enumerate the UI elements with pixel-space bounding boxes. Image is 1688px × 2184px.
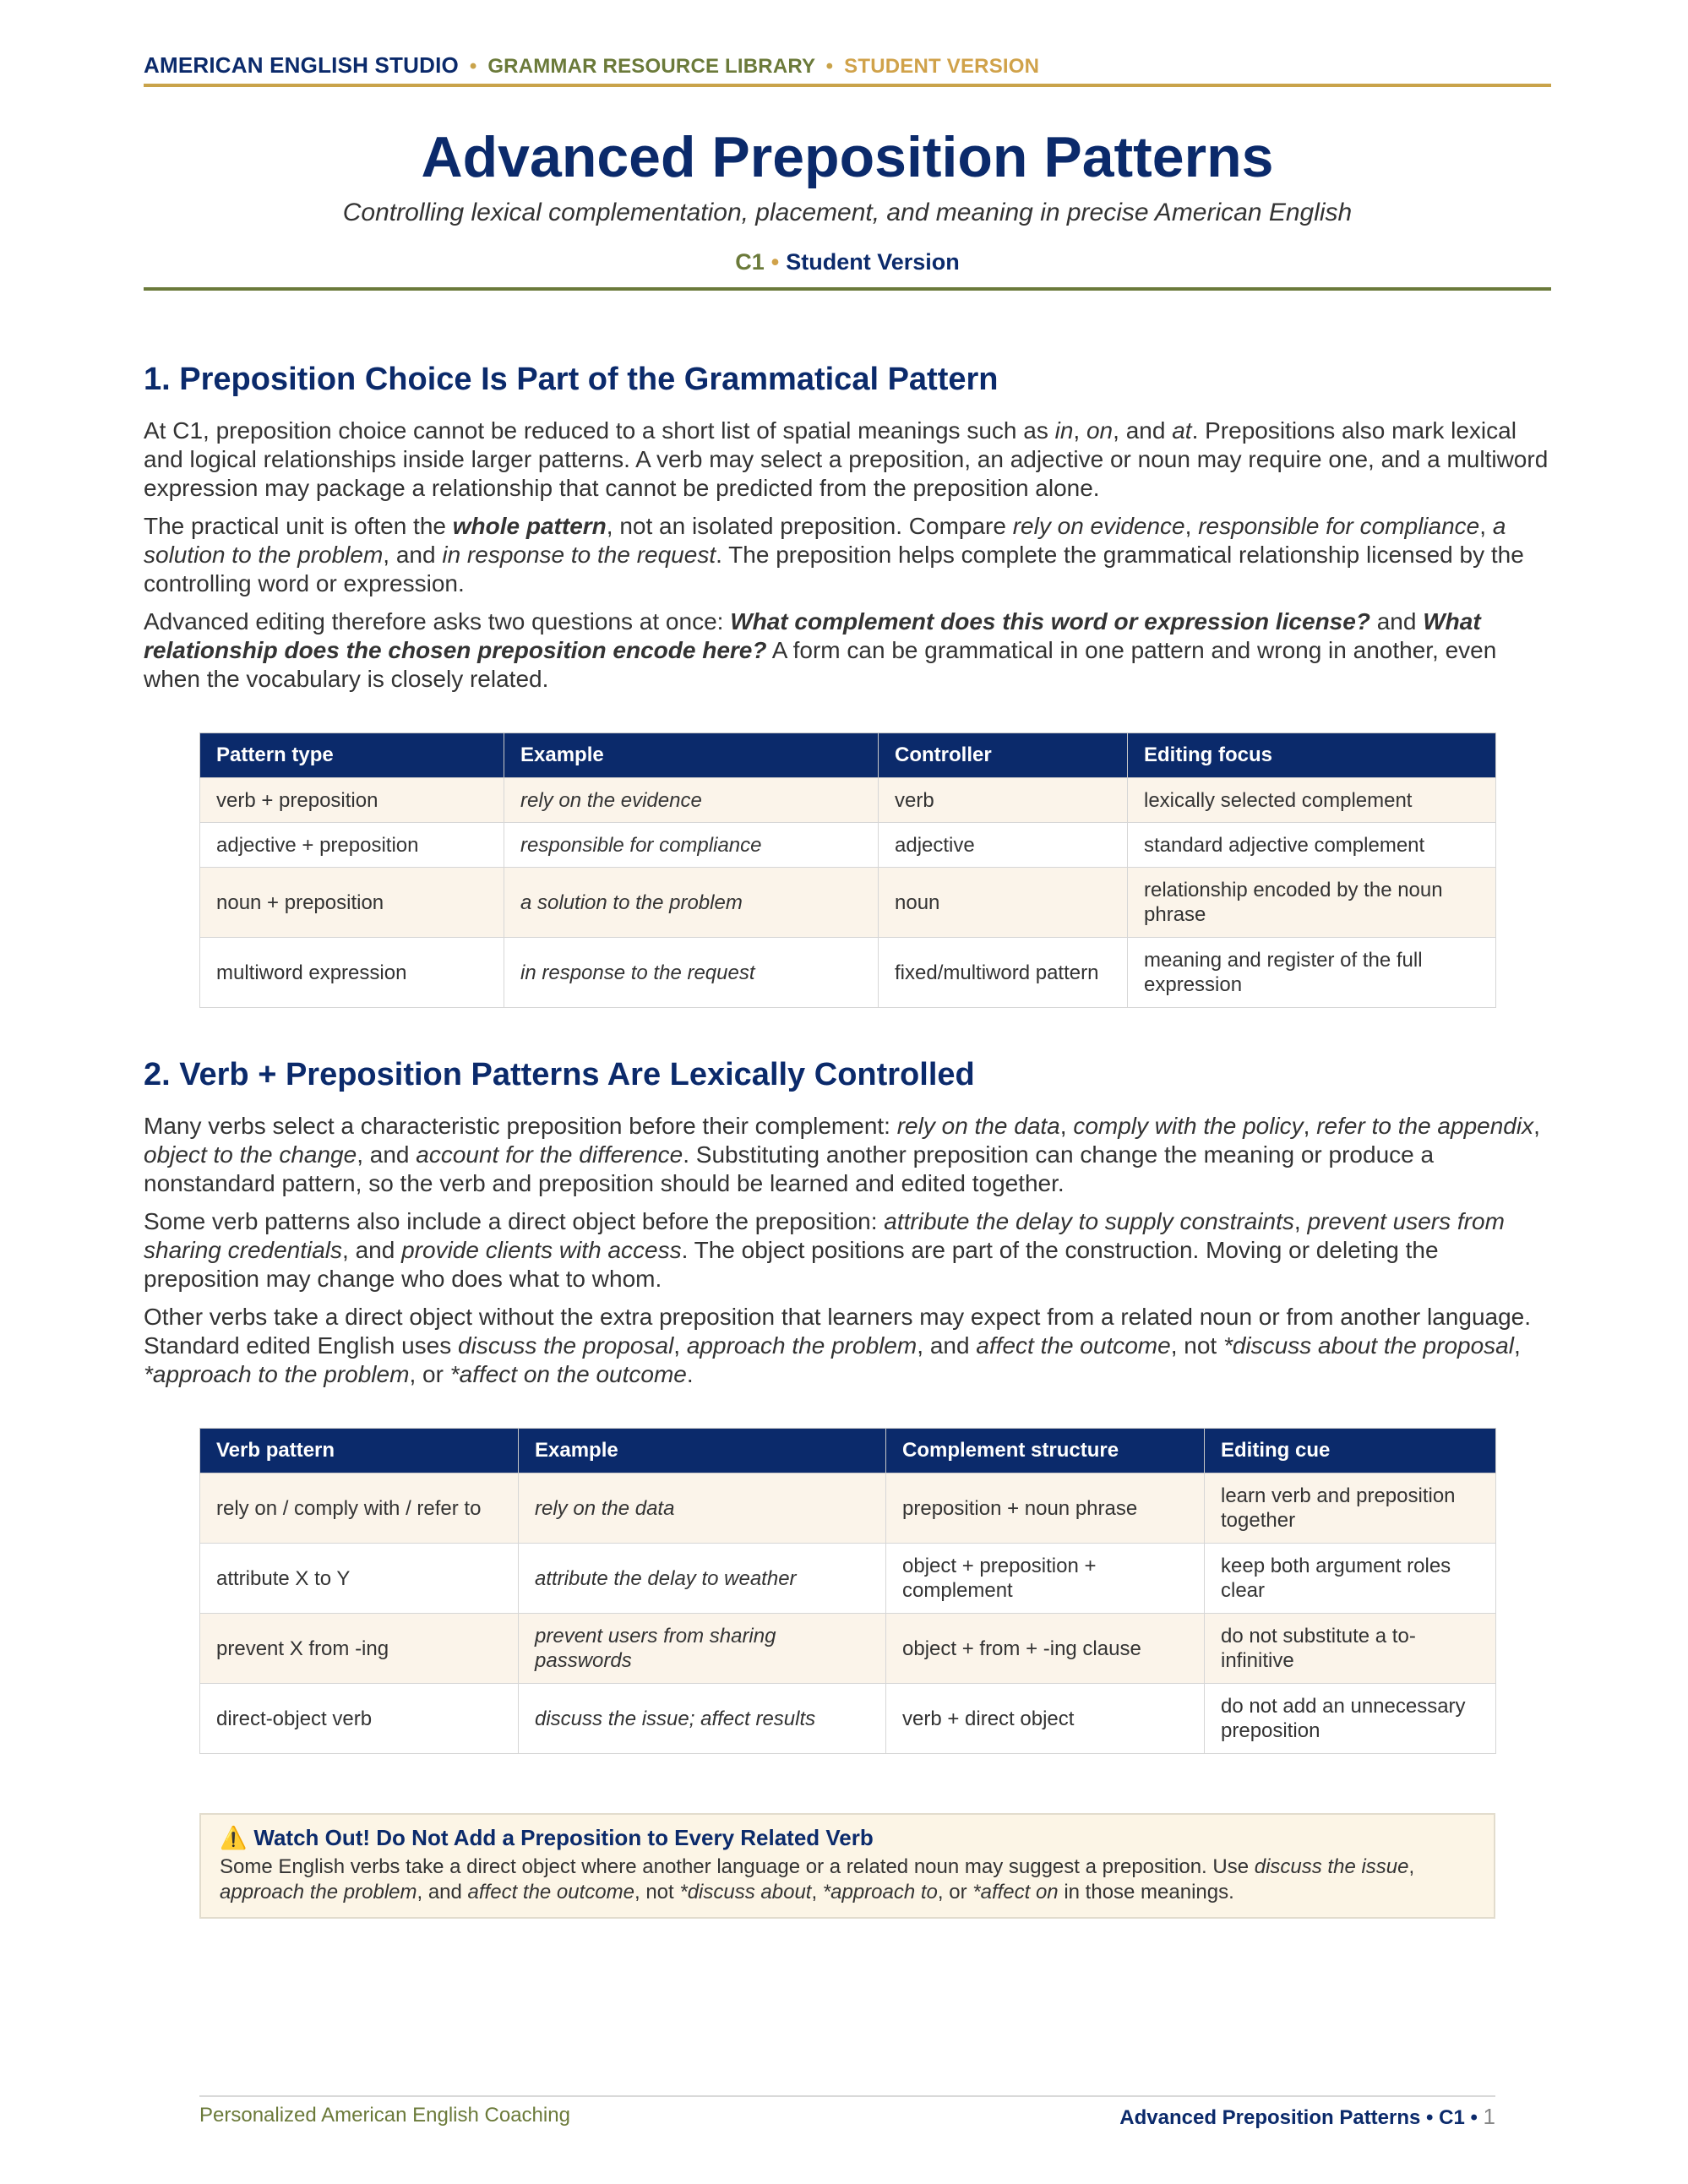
column-header: Controller (879, 733, 1128, 778)
level-line (144, 249, 1551, 275)
table-cell: verb + preposition (200, 778, 504, 823)
table-cell: do not add an unnecessary preposition (1205, 1684, 1496, 1754)
page-title: Advanced Preposition Patterns (421, 125, 1274, 189)
table-cell: preposition + noun phrase (886, 1473, 1205, 1544)
table-cell: fixed/multiword pattern (879, 938, 1128, 1008)
pattern-type-table (199, 733, 1496, 1008)
watch-out-callout (199, 1813, 1495, 1919)
table-row (200, 1544, 1496, 1614)
column-header: Pattern type (200, 733, 504, 778)
paragraph: At C1, preposition choice cannot be reduced to a short list of spatial meanings such as in, on, and at. Prepositions also mark lexical and logical relationships inside larger patterns. A verb may select a preposition, an adjective or noun may require one, and a multiword expression may package a relationship that cannot be predicted from the preposition alone. (144, 417, 1549, 502)
table-cell: prevent X from -ing (200, 1614, 519, 1684)
table-cell: object + from + -ing clause (886, 1614, 1205, 1684)
table-cell: multiword expression (200, 938, 504, 1008)
table-cell: direct-object verb (200, 1684, 519, 1754)
verb-pattern-table (199, 1428, 1496, 1754)
column-header: Example (504, 733, 879, 778)
table-cell: object + preposition + complement (886, 1544, 1205, 1614)
version-label: STUDENT VERSION (844, 55, 1040, 78)
paragraph: Some verb patterns also include a direct object before the preposition: attribute the delay to supply constraints, prevent users from sharing credentials, and provide clients with access. The object positions are part of the construction. Moving or deleting the preposition may change who does what to whom. (144, 1208, 1505, 1293)
page-subtitle: Controlling lexical complementation, placement, and meaning in precise American English (342, 199, 1353, 227)
page-number: 1 (1483, 2104, 1495, 2129)
footer-left-text: Personalized American English Coaching (199, 2104, 570, 2127)
table-cell: noun + preposition (200, 868, 504, 938)
table-row (200, 868, 1496, 938)
column-header: Editing focus (1128, 733, 1496, 778)
table-cell: attribute the delay to weather (519, 1544, 886, 1614)
table-cell: rely on / comply with / refer to (200, 1473, 519, 1544)
table-cell: verb + direct object (886, 1684, 1205, 1754)
table-cell: responsible for compliance (504, 823, 879, 868)
table-cell: standard adjective complement (1128, 823, 1496, 868)
table-row (200, 1684, 1496, 1754)
warning-icon: ⚠️ (220, 1825, 248, 1851)
table-row (200, 938, 1496, 1008)
separator-dot: • (770, 249, 780, 275)
separator-dot: • (825, 55, 834, 78)
column-header: Example (519, 1429, 886, 1473)
table-header-row (200, 733, 1496, 778)
table-cell: a solution to the problem (504, 868, 879, 938)
table-cell: lexically selected complement (1128, 778, 1496, 823)
document-page (144, 52, 1551, 1919)
separator-dot: • (469, 55, 477, 78)
table-row (200, 823, 1496, 868)
footer-right-text: Advanced Preposition Patterns • C1 • 1 (1119, 2104, 1495, 2129)
table-cell: in response to the request (504, 938, 879, 1008)
column-header: Editing cue (1205, 1429, 1496, 1473)
callout-title: ⚠️ Watch Out! Do Not Add a Preposition to Every Related Verb (220, 1825, 874, 1851)
table-header-row (200, 1429, 1496, 1473)
table-cell: learn verb and preposition together (1205, 1473, 1496, 1544)
table-row (200, 778, 1496, 823)
table-row (200, 1473, 1496, 1544)
table-cell: rely on the data (519, 1473, 886, 1544)
brand-name: AMERICAN ENGLISH STUDIO (144, 52, 459, 78)
table-row (200, 1614, 1496, 1684)
table-cell: adjective (879, 823, 1128, 868)
table-cell: do not substitute a to-infinitive (1205, 1614, 1496, 1684)
table-cell: attribute X to Y (200, 1544, 519, 1614)
table-cell: adjective + preposition (200, 823, 504, 868)
section-heading: 2. Verb + Preposition Patterns Are Lexically Controlled (144, 1057, 975, 1093)
library-name: GRAMMAR RESOURCE LIBRARY (487, 55, 815, 78)
column-header: Complement structure (886, 1429, 1205, 1473)
table-cell: noun (879, 868, 1128, 938)
top-banner (144, 52, 1551, 87)
table-cell: prevent users from sharing passwords (519, 1614, 886, 1684)
paragraph: Advanced editing therefore asks two questions at once: What complement does this word or expression license? and What relationship does the chosen preposition encode here? A form can be grammatical in one pattern and wrong in another, even when the vocabulary is closely related. (144, 608, 1497, 693)
column-header: Verb pattern (200, 1429, 519, 1473)
table-cell: verb (879, 778, 1128, 823)
table-cell: keep both argument roles clear (1205, 1544, 1496, 1614)
paragraph: The practical unit is often the whole pattern, not an isolated preposition. Compare rely on evidence, responsible for compliance, a solution to the problem, and in response to the request. The preposition helps complete the grammatical relationship licensed by the controlling word or expression. (144, 513, 1524, 597)
table-cell: discuss the issue; affect results (519, 1684, 886, 1754)
paragraph: Other verbs take a direct object without the extra preposition that learners may expect from a related noun or from another language. Standard edited English uses discuss the proposal, approach the problem, and affect the outcome, not *discuss about the proposal, *approach to the problem, or *affect on the outcome. (144, 1304, 1532, 1388)
title-block (144, 124, 1551, 291)
table-cell: rely on the evidence (504, 778, 879, 823)
level-badge: C1 (735, 249, 765, 275)
paragraph: Many verbs select a characteristic preposition before their complement: rely on the data, comply with the policy, refer to the appendix, object to the change, and account for the difference. Substituting another preposition can change the meaning or produce a nonstandard pattern, so the verb and preposition should be learned and edited together. (144, 1113, 1540, 1197)
table-cell: relationship encoded by the noun phrase (1128, 868, 1496, 938)
callout-text: Some English verbs take a direct object where another language or a related noun may suggest a preposition. Use discuss the issue, approach the problem, and affect the outcome, not *discuss about, *approach to, or *affect on in those meanings. (220, 1855, 1415, 1904)
table-cell: meaning and register of the full expression (1128, 938, 1496, 1008)
page-footer (199, 2095, 1495, 2130)
edition-label: Student Version (786, 249, 960, 275)
section-heading: 1. Preposition Choice Is Part of the Grammatical Pattern (144, 362, 999, 398)
